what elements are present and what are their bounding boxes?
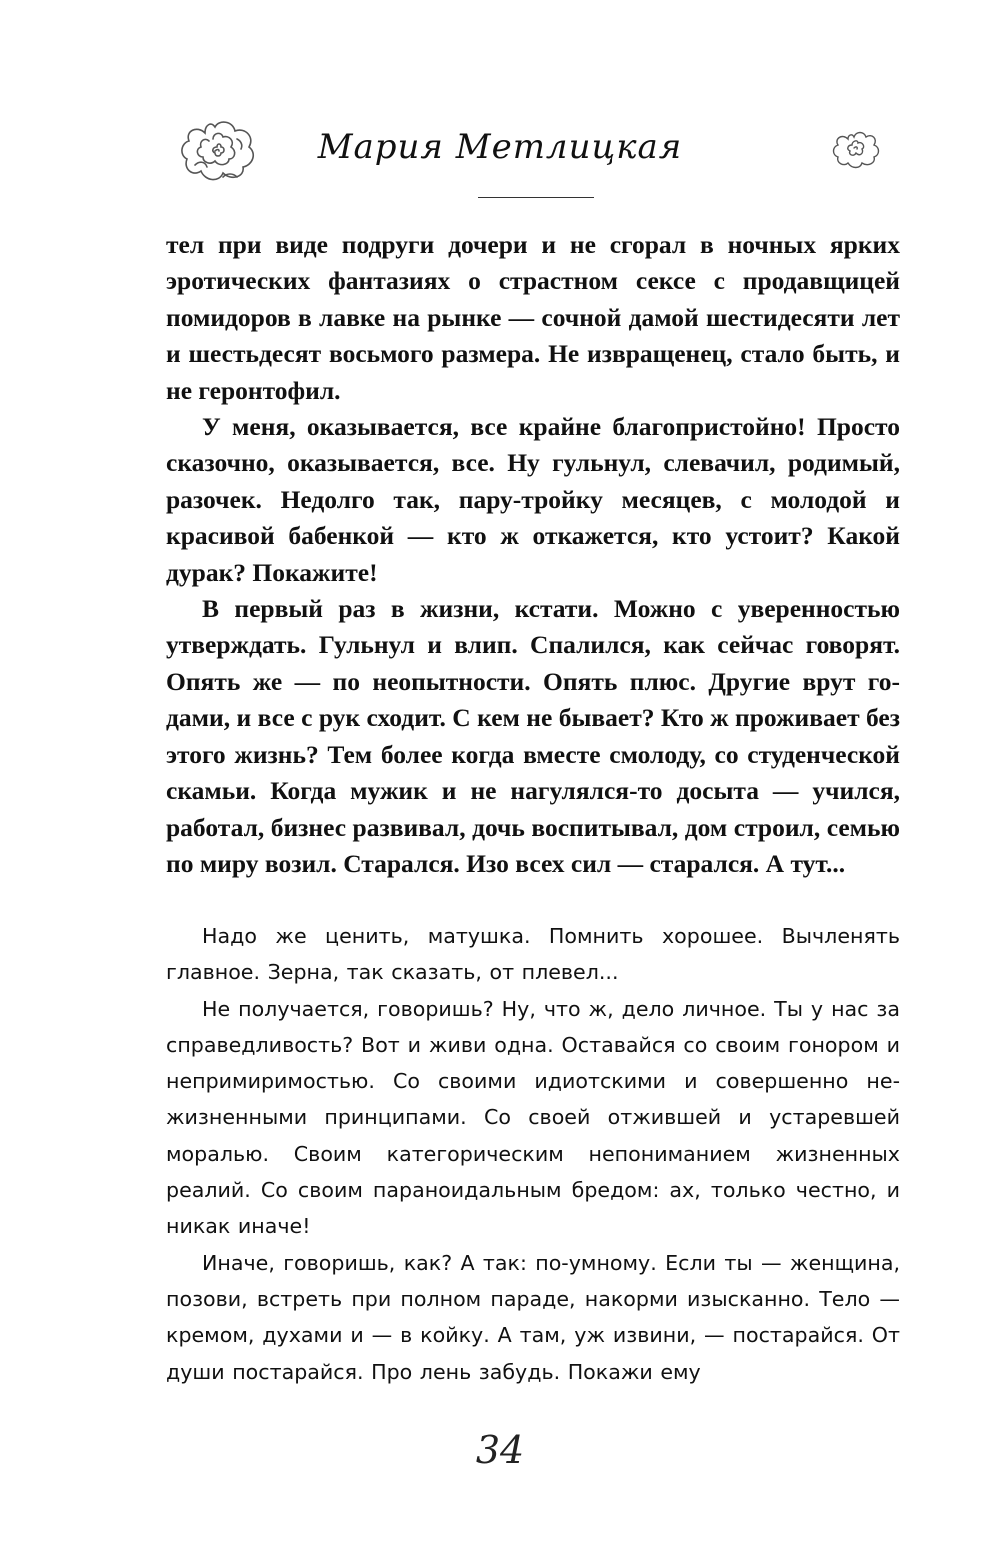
- paragraph: Не получается, говоришь? Ну, что ж, дело личное. Ты у нас за справедливость? Вот и живи одна. Оставайся со своим гонором и непримиримостью. Со своими идиотскими и совершенно нежизненными принципами. Со своей отжившей и устаревшей моралью. Своим категорическим непониманием жизненных реалий. Со своим параноидальным бредом: ах, только честно, и никак иначе!: [166, 996, 900, 1239]
- paragraph: В первый раз в жизни, кстати. Можно с уверенностью утверждать. Гульнул и влип. Спалился, как сейчас говорят. Опять же — по неопытности. Опять плюс. Другие врут годами, и все с рук сходит. С кем не бывает? Кто ж проживает без этого жизнь? Тем более когда вместе смолоду, со студенческой скамьи. Когда мужик и не нагулялся-то досыта — учился, работал, бизнес развивал, дочь воспитывал, дом строил, семью по миру возил. Старался. Изо всех сил — старался. А тут...: [166, 594, 900, 878]
- paragraph: Надо же ценить, матушка. Помнить хорошее. Вычленять главное. Зерна, так сказать, от плевел...: [166, 924, 900, 985]
- running-head-author: Мария Метлицкая: [317, 127, 683, 167]
- body-text-sans: [166, 918, 900, 1390]
- header-rule: [478, 197, 594, 198]
- paragraph: Иначе, говоришь, как? А так: по-умному. Если ты — женщина, позови, встреть при полном параде, накорми изысканно. Тело — кремом, духами и — в койку. А там, уж извини, — постарайся. От души постарайся. Про лень забудь. Покажи ему: [166, 1250, 900, 1384]
- page-header: [0, 105, 1000, 205]
- page-number: 34: [475, 1428, 525, 1472]
- paragraph: тел при виде подруги дочери и не сгорал в ночных ярких эротических фантазиях о страстном сексе с продавщицей помидоров в лавке на рынке — сочной дамой шестидесяти лет и шестьдесят восьмого размера. Не извращенец, стало быть, и не геронтофил.: [166, 230, 900, 405]
- body-text-serif: [166, 227, 900, 882]
- paragraph: У меня, оказывается, все крайне благопристойно! Просто сказочно, оказывается, все. Ну гульнул, слевачил, родимый, разочек. Недолго так, пару-тройку месяцев, с молодой и красивой бабенкой — кто ж откажется, кто устоит? Какой дурак? Покажите!: [166, 412, 900, 587]
- rose-ornament-icon: [830, 127, 882, 173]
